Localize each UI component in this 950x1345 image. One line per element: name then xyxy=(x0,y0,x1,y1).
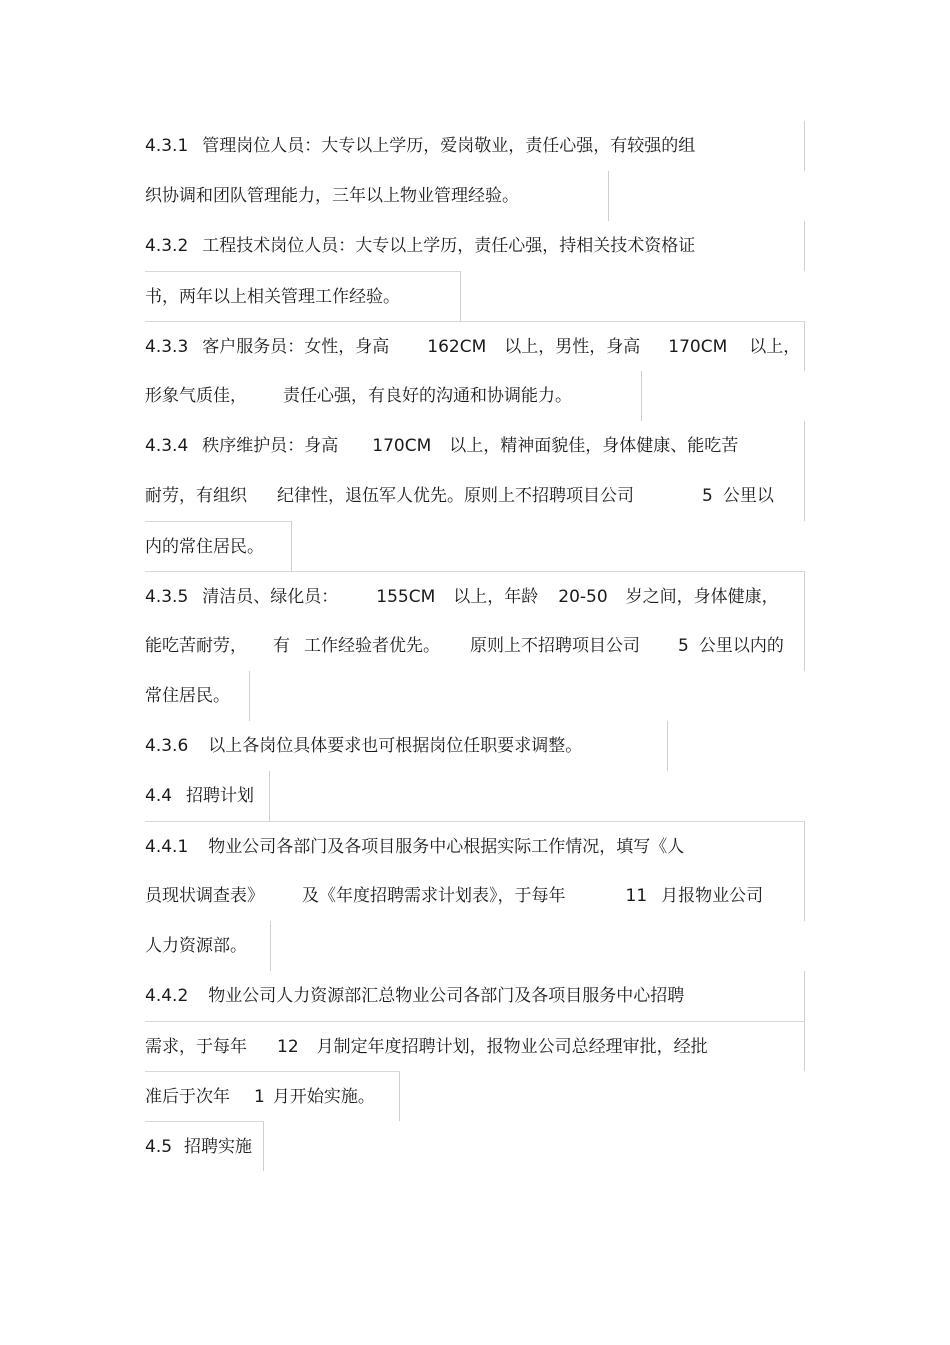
clause-text: 月开始实施。 xyxy=(272,1087,375,1107)
clause-text: 人力资源部。 xyxy=(145,936,247,956)
clause-text: 织协调和团队管理能力，三年以上物业管理经验。 xyxy=(145,186,519,206)
section-4-5-heading xyxy=(145,1121,264,1171)
clause-text: 清洁员、绿化员： xyxy=(202,587,339,607)
clause-4-3-4-line-3 xyxy=(145,521,292,571)
clause-4-3-6 xyxy=(145,721,668,771)
clause-text: 公里以内的 xyxy=(698,636,784,656)
month-value: 11 xyxy=(625,886,648,906)
clause-number: 4.3.5 xyxy=(145,587,189,607)
clause-4-3-5-line-1 xyxy=(145,571,805,621)
clause-4-4-2-line-1 xyxy=(145,971,805,1021)
clause-text: 以上，年龄 xyxy=(453,587,539,607)
clause-4-4-2-line-3 xyxy=(145,1071,400,1121)
clause-text: 工程技术岗位人员：大专以上学历，责任心强，持相关技术资格证 xyxy=(202,236,696,256)
clause-4-3-2-line-1 xyxy=(145,221,805,271)
age-range-value: 20-50 xyxy=(558,587,608,607)
clause-4-3-1-line-1 xyxy=(145,121,805,171)
clause-text: 客户服务员：女性，身高 xyxy=(202,337,390,357)
clause-text: 员现状调查表》 xyxy=(145,886,264,906)
clause-text: 责任心强，有良好的沟通和协调能力。 xyxy=(283,386,572,406)
clause-4-3-1-line-2 xyxy=(145,171,609,221)
clause-number: 4.3.6 xyxy=(145,736,189,756)
clause-4-4-1-line-1 xyxy=(145,821,805,871)
clause-number: 4.3.4 xyxy=(145,436,189,456)
clause-4-3-4-line-2 xyxy=(145,471,805,521)
section-number: 4.4 xyxy=(145,786,173,806)
clause-text: 形象气质佳， xyxy=(145,386,247,406)
clause-text: 物业公司各部门及各项目服务中心根据实际工作情况，填写《人 xyxy=(208,837,685,857)
clause-4-3-2-line-2 xyxy=(145,271,461,321)
height-value: 155CM xyxy=(376,587,436,607)
section-4-4-heading xyxy=(145,771,270,821)
clause-text: 需求，于每年 xyxy=(145,1037,247,1057)
section-title: 招聘计划 xyxy=(186,786,255,806)
clause-4-3-3-line-1 xyxy=(145,321,805,371)
height-value: 162CM xyxy=(427,337,487,357)
clause-text: 纪律性，退伍军人优先。原则上不招聘项目公司 xyxy=(277,486,634,506)
distance-value: 5 xyxy=(702,486,713,506)
clause-number: 4.3.2 xyxy=(145,236,189,256)
clause-text: 耐劳，有组织 xyxy=(145,486,247,506)
clause-text: 月制定年度招聘计划，报物业公司总经理审批，经批 xyxy=(316,1037,708,1057)
month-value: 1 xyxy=(254,1087,265,1107)
clause-text: 物业公司人力资源部汇总物业公司各部门及各项目服务中心招聘 xyxy=(208,986,685,1006)
clause-text: 月报物业公司 xyxy=(661,886,764,906)
clause-number: 4.4.1 xyxy=(145,837,189,857)
height-value: 170CM xyxy=(668,337,728,357)
clause-text: 及《年度招聘需求计划表》，于每年 xyxy=(302,886,566,906)
clause-text: 岁之间，身体健康， xyxy=(625,587,779,607)
clause-text: 以上各岗位具体要求也可根据岗位任职要求调整。 xyxy=(208,736,583,756)
clause-text: 有 xyxy=(273,636,290,656)
distance-value: 5 xyxy=(678,636,689,656)
clause-text: 常住居民。 xyxy=(145,686,230,706)
clause-text: 工作经验者优先。 xyxy=(304,636,440,656)
clause-4-3-5-line-2 xyxy=(145,621,805,671)
clause-text: 准后于次年 xyxy=(145,1087,230,1107)
month-value: 12 xyxy=(277,1037,299,1057)
clause-4-3-5-line-3 xyxy=(145,671,250,721)
section-title: 招聘实施 xyxy=(184,1137,253,1157)
clause-text: 秩序维护员：身高 xyxy=(202,436,339,456)
clause-number: 4.4.2 xyxy=(145,986,189,1006)
clause-text: 内的常住居民。 xyxy=(145,537,264,557)
clause-text: 公里以 xyxy=(722,486,774,506)
clause-text: 书，两年以上相关管理工作经验。 xyxy=(145,287,400,307)
clause-4-4-1-line-3 xyxy=(145,921,271,971)
clause-4-3-3-line-2 xyxy=(145,371,642,421)
height-value: 170CM xyxy=(372,436,432,456)
clause-4-4-1-line-2 xyxy=(145,871,805,921)
clause-text: 能吃苦耐劳， xyxy=(145,636,247,656)
clause-text: 以上，男性，身高 xyxy=(504,337,641,357)
clause-text: 管理岗位人员：大专以上学历，爱岗敬业，责任心强，有较强的组 xyxy=(202,136,696,156)
clause-4-4-2-line-2 xyxy=(145,1021,805,1071)
clause-text: 以上， xyxy=(749,337,801,357)
clause-4-3-4-line-1 xyxy=(145,421,805,471)
clause-text: 原则上不招聘项目公司 xyxy=(470,636,640,656)
clause-number: 4.3.1 xyxy=(145,136,189,156)
clause-text: 以上，精神面貌佳，身体健康、能吃苦 xyxy=(449,436,739,456)
section-number: 4.5 xyxy=(145,1137,173,1157)
clause-number: 4.3.3 xyxy=(145,337,189,357)
